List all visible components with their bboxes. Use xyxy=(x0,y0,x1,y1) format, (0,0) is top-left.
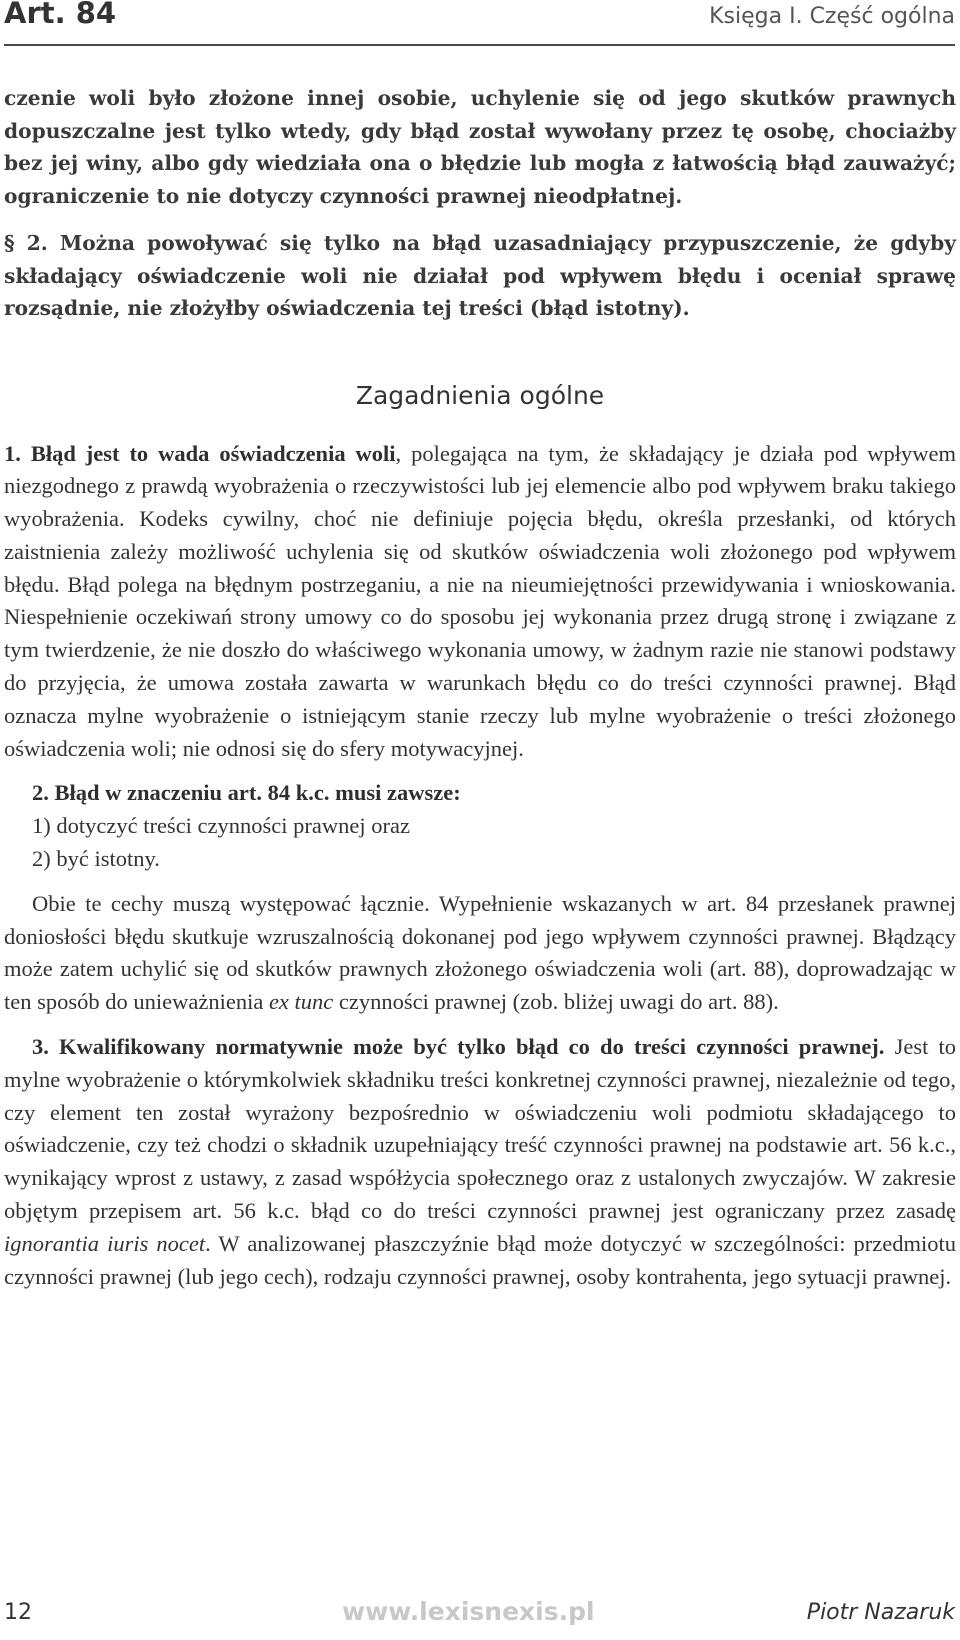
comment-3-body-b: . W analizowanej płaszczyźnie błąd może dotyczyć w szczególności: przedmiotu czynności prawnej (lub jego cech), rodzaju czynności prawnej, osoby kontrahenta, jego sytuacji prawnej. xyxy=(4,1230,956,1289)
page-footer xyxy=(4,1597,955,1636)
list-item-2: 2) być istotny. xyxy=(32,846,160,872)
page-header xyxy=(4,0,955,46)
running-head: Księga I. Część ogólna xyxy=(709,4,955,29)
comment-paragraph-2-lead xyxy=(4,777,956,810)
comment-2-italic: ex tunc xyxy=(268,989,334,1015)
comment-3-lead: 3. Kwalifikowany normatywnie może być tylko błąd co do treści czynności prawnej. xyxy=(32,1034,885,1060)
comment-1-body: , polegająca na tym, że składający je działa pod wpływem niezgodnego z prawdą wyobrażenia o rzeczywistości lub jej elemencie albo pod wpływem braku takiego wyobrażenia. Kodeks cywilny, choć nie definiuje pojęcia błędu, określa przesłanki, od których zaistnienia zależy możliwość uchylenia się od skutków oświadczenia woli złożonego pod wpływem błędu. Błąd polega na błędnym postrzeganiu, a nie na nieumiejętności przewidywania i wnioskowania. Niespełnienie oczekiwań strony umowy co do sposobu jej wykonania przez drugą stronę i związane z tym twierdzenie, że nie doszło do właściwego wykonania umowy, w żadnym razie nie stanowi podstawy do przyjęcia, że umowa została zawarta w warunkach błędu co do treści czynności prawnej. Błąd oznacza mylne wyobrażenie o istniejącym stanie rzeczy lub mylne wyobrażenie o treści złożonego oświadczenia woli; nie odnosi się do sfery motywacyjnej. xyxy=(4,440,957,761)
comment-3-body-a: Jest to mylne wyobrażenie o którymkolwiek składniku treści konkretnej czynności prawnej, niezależnie od tego, czy element ten został wyrażony bezpośrednio w oświadczeniu woli podmiotu składającego to oświadczenie, czy też chodzi o składnik uzupełniający treść czynności prawnej na podstawie art. 56 k.c., wynikający wprost z ustawy, z zasad współżycia społecznego oraz z ustalonych zwyczajów. W zakresie objętym przepisem art. 56 k.c. błąd co do treści czynności prawnej jest ograniczany przez zasadę xyxy=(4,1034,956,1224)
comment-2-end: czynności prawnej (zob. bliżej uwagi do art. 88). xyxy=(333,989,779,1015)
section-heading: Zagadnienia ogólne xyxy=(355,380,605,410)
list-item-1: 1) dotyczyć treści czynności prawnej oraz xyxy=(32,813,410,839)
article-number: Art. 84 xyxy=(4,0,117,30)
comment-paragraph-1 xyxy=(4,438,956,766)
statute-paragraph-2: § 2. Można powoływać się tylko na błąd uzasadniający przypuszczenie, że gdyby składający oświadczenie woli nie działał pod wpływem błędu i oceniał sprawę rozsądnie, nie złożyłby oświadczenia tej treści (błąd istotny). xyxy=(4,231,956,320)
page-number: 12 xyxy=(4,1600,32,1625)
comment-2-body: Obie te cechy muszą występować łącznie. Wypełnienie wskazanych w art. 84 przesłanek prawnej doniosłości błędu skutkuje wzruszalnością dokonanej pod jego wpływem czynności prawnej. Błądzący może zatem uchylić się od skutków prawnych złożonego oświadczenia woli (art. 88), doprowadzając w ten sposób do unieważnienia xyxy=(4,890,956,1015)
comment-paragraph-2-body xyxy=(4,888,956,1019)
comment-paragraph-3 xyxy=(4,1031,956,1293)
page-content xyxy=(4,82,956,1293)
comment-3-italic: ignorantia iuris nocet xyxy=(4,1230,206,1256)
author-name: Piotr Nazaruk xyxy=(806,1600,955,1625)
statute-paragraph-1: czenie woli było złożone innej osobie, uchylenie się od jego skutków prawnych dopuszczalne jest tylko wtedy, gdy błąd został wywołany przez tę osobę, chociażby bez jej winy, albo gdy wiedziała ona o błędzie lub mogła z łatwością błąd zauważyć; ograniczenie to nie dotyczy czynności prawnej nieodpłatnej. xyxy=(4,86,956,208)
comment-1-lead: 1. Błąd jest to wada oświadczenia woli xyxy=(4,440,396,466)
comment-2-lead: 2. Błąd w znaczeniu art. 84 k.c. musi zawsze: xyxy=(32,780,461,806)
publisher-url: www.lexisnexis.pl xyxy=(342,1597,595,1626)
